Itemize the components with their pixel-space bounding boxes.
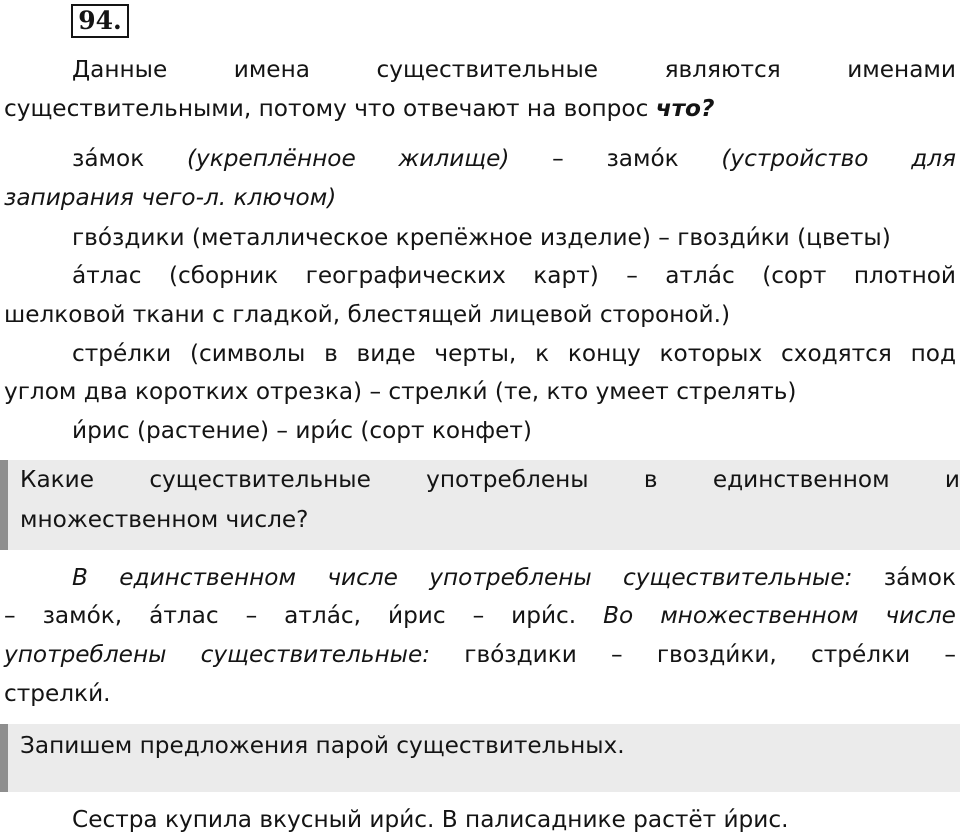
- word: являются: [664, 56, 781, 83]
- question-2-text: Запишем предложения парой существительных.: [20, 732, 625, 759]
- pair-gvozdiki: гво́здики (металлическое крепёжное изделие) – гвозди́ки (цветы): [72, 224, 891, 251]
- question-1-line-2: множественном числе?: [20, 506, 309, 533]
- question-box-1: [0, 460, 960, 550]
- pair-iris: и́рис (растение) – ири́с (сорт конфет): [72, 417, 532, 444]
- question-box-2: [0, 724, 960, 792]
- answer-1-line-1: В единственном числе употреблены существительные: за́мок: [72, 564, 956, 591]
- pair-atlas-line-2: шелковой ткани с гладкой, блестящей лицевой стороной.): [4, 301, 731, 328]
- question-1-line-1: Какие существительные употреблены в единственном и: [20, 466, 960, 493]
- intro-line-2: существительными, потому что отвечают на вопрос что?: [4, 95, 715, 122]
- answer-1-line-4: стрелки́.: [4, 680, 111, 707]
- answer-1-line-3: употреблены существительные: гво́здики – гвозди́ки, стре́лки –: [4, 641, 956, 668]
- answer-1-line-2: – замо́к, а́тлас – атла́с, и́рис – ири́с. Во множественном числе: [4, 602, 956, 629]
- intro-line-1: [4, 58, 956, 81]
- pair-zamok-line-1: за́мок (укреплённое жилище) – замо́к (устройство для: [72, 145, 956, 172]
- pair-strelki-line-2: углом два коротких отрезка) – стрелки́ (те, кто умеет стрелять): [4, 378, 797, 405]
- word: существительные: [376, 56, 599, 83]
- pair-atlas-line-1: а́тлас (сборник географических карт) – атла́с (сорт плотной: [72, 262, 956, 289]
- question-word: что?: [655, 95, 715, 122]
- exercise-number: 94.: [71, 4, 129, 38]
- word: Данные: [72, 56, 168, 83]
- word: именами: [847, 56, 956, 83]
- pair-zamok-line-2: запирания чего-л. ключом): [4, 184, 337, 211]
- word: имена: [233, 56, 310, 83]
- answer-2-text: Сестра купила вкусный ири́с. В палисаднике растёт и́рис.: [72, 806, 789, 833]
- pair-strelki-line-1: стре́лки (символы в виде черты, к концу которых сходятся под: [72, 340, 956, 367]
